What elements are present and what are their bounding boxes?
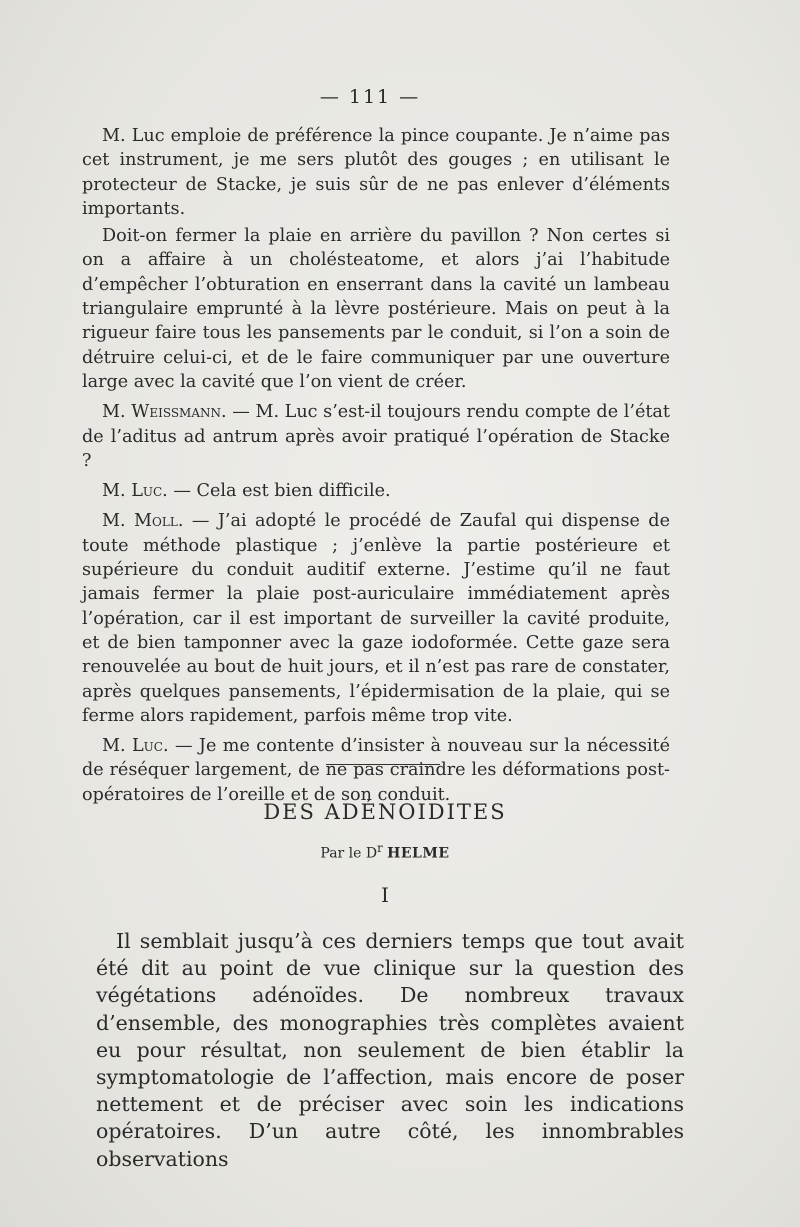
- article-body: [96, 928, 684, 1173]
- speaker-name: M. Moll.: [102, 511, 184, 532]
- byline-author: HELME: [387, 845, 450, 862]
- discussion-text: [82, 124, 670, 813]
- paragraph: [82, 224, 670, 394]
- page-number: — 111 —: [319, 86, 421, 108]
- paragraph: [82, 734, 670, 807]
- paragraph: [82, 479, 670, 503]
- paragraph-text: — J’ai adopté le procédé de Zaufal qui dispense de toute méthode plastique ; j’enlève la partie postérieure et supérieure du conduit auditif externe. J’estime qu’il ne faut jamais fermer la plaie post-auriculaire immédiatement après l’opération, car il est important de surveiller la cavité produite, et de bien tamponner avec la gaze iodoformée. Cette gaze sera renouvelée au bout de huit jours, et il n’est pas rare de constater, après quelques pansements, l’épidermisation de la plaie, qui se ferme alors rapidement, parfois même trop vite.: [82, 511, 670, 726]
- paragraph-text: — Cela est bien difficile.: [167, 481, 391, 502]
- byline-prefix: Par le D: [320, 845, 378, 862]
- article-title: DES ADÉNOIDITES: [263, 800, 507, 824]
- paragraph-text: Il semblait jusqu’à ces derniers temps que tout avait été dit au point de vue clinique sur la question des végétations adénoïdes. De nombreux travaux d’ensemble, des monographies très complètes avaient eu pour résultat, non seulement de bien établir la symptomatologie de l’affection, mais encore de poser nettement et de préciser avec soin les indications opératoires. D’un autre côté, les innombrables observations: [96, 929, 684, 1171]
- section-divider: [326, 764, 440, 765]
- speaker-name: M. Luc.: [102, 736, 169, 757]
- paragraph: [82, 124, 670, 221]
- paragraph: [96, 928, 684, 1173]
- paragraph-text: M. Luc emploie de préférence la pince coupante. Je n’aime pas cet instrument, je me sers plutôt des gouges ; en utilisant le protecteur de Stacke, je suis sûr de ne pas enlever d’éléments importants.: [82, 126, 670, 219]
- byline-sup: r: [377, 841, 383, 855]
- speaker-name: M. Weissmann.: [102, 402, 227, 423]
- paragraph-text: Doit-on fermer la plaie en arrière du pavillon ? Non certes si on a affaire à un cholésteatome, et alors j’ai l’habitude d’empêcher l’obturation en enserrant dans la cavité un lambeau triangulaire emprunté à la lèvre postérieure. Mais on peut à la rigueur faire tous les pansements par le conduit, si l’on a soin de détruire celui-ci, et de le faire communiquer par une ouverture large avec la cavité que l’on vient de créer.: [82, 226, 670, 392]
- paragraph: [82, 509, 670, 728]
- speaker-name: M. Luc.: [102, 481, 168, 502]
- paragraph: [82, 400, 670, 473]
- section-number: I: [381, 883, 389, 907]
- paragraph-text: — M. Luc s’est-il toujours rendu compte de l’état de l’aditus ad antrum après avoir pratiqué l’opération de Stacke ?: [82, 402, 670, 471]
- article-byline: [0, 841, 770, 862]
- paragraph-text: — Je me contente d’insister à nouveau sur la nécessité de réséquer largement, de ne pas craindre les déformations post-opératoires de l’oreille et de son conduit.: [82, 736, 670, 805]
